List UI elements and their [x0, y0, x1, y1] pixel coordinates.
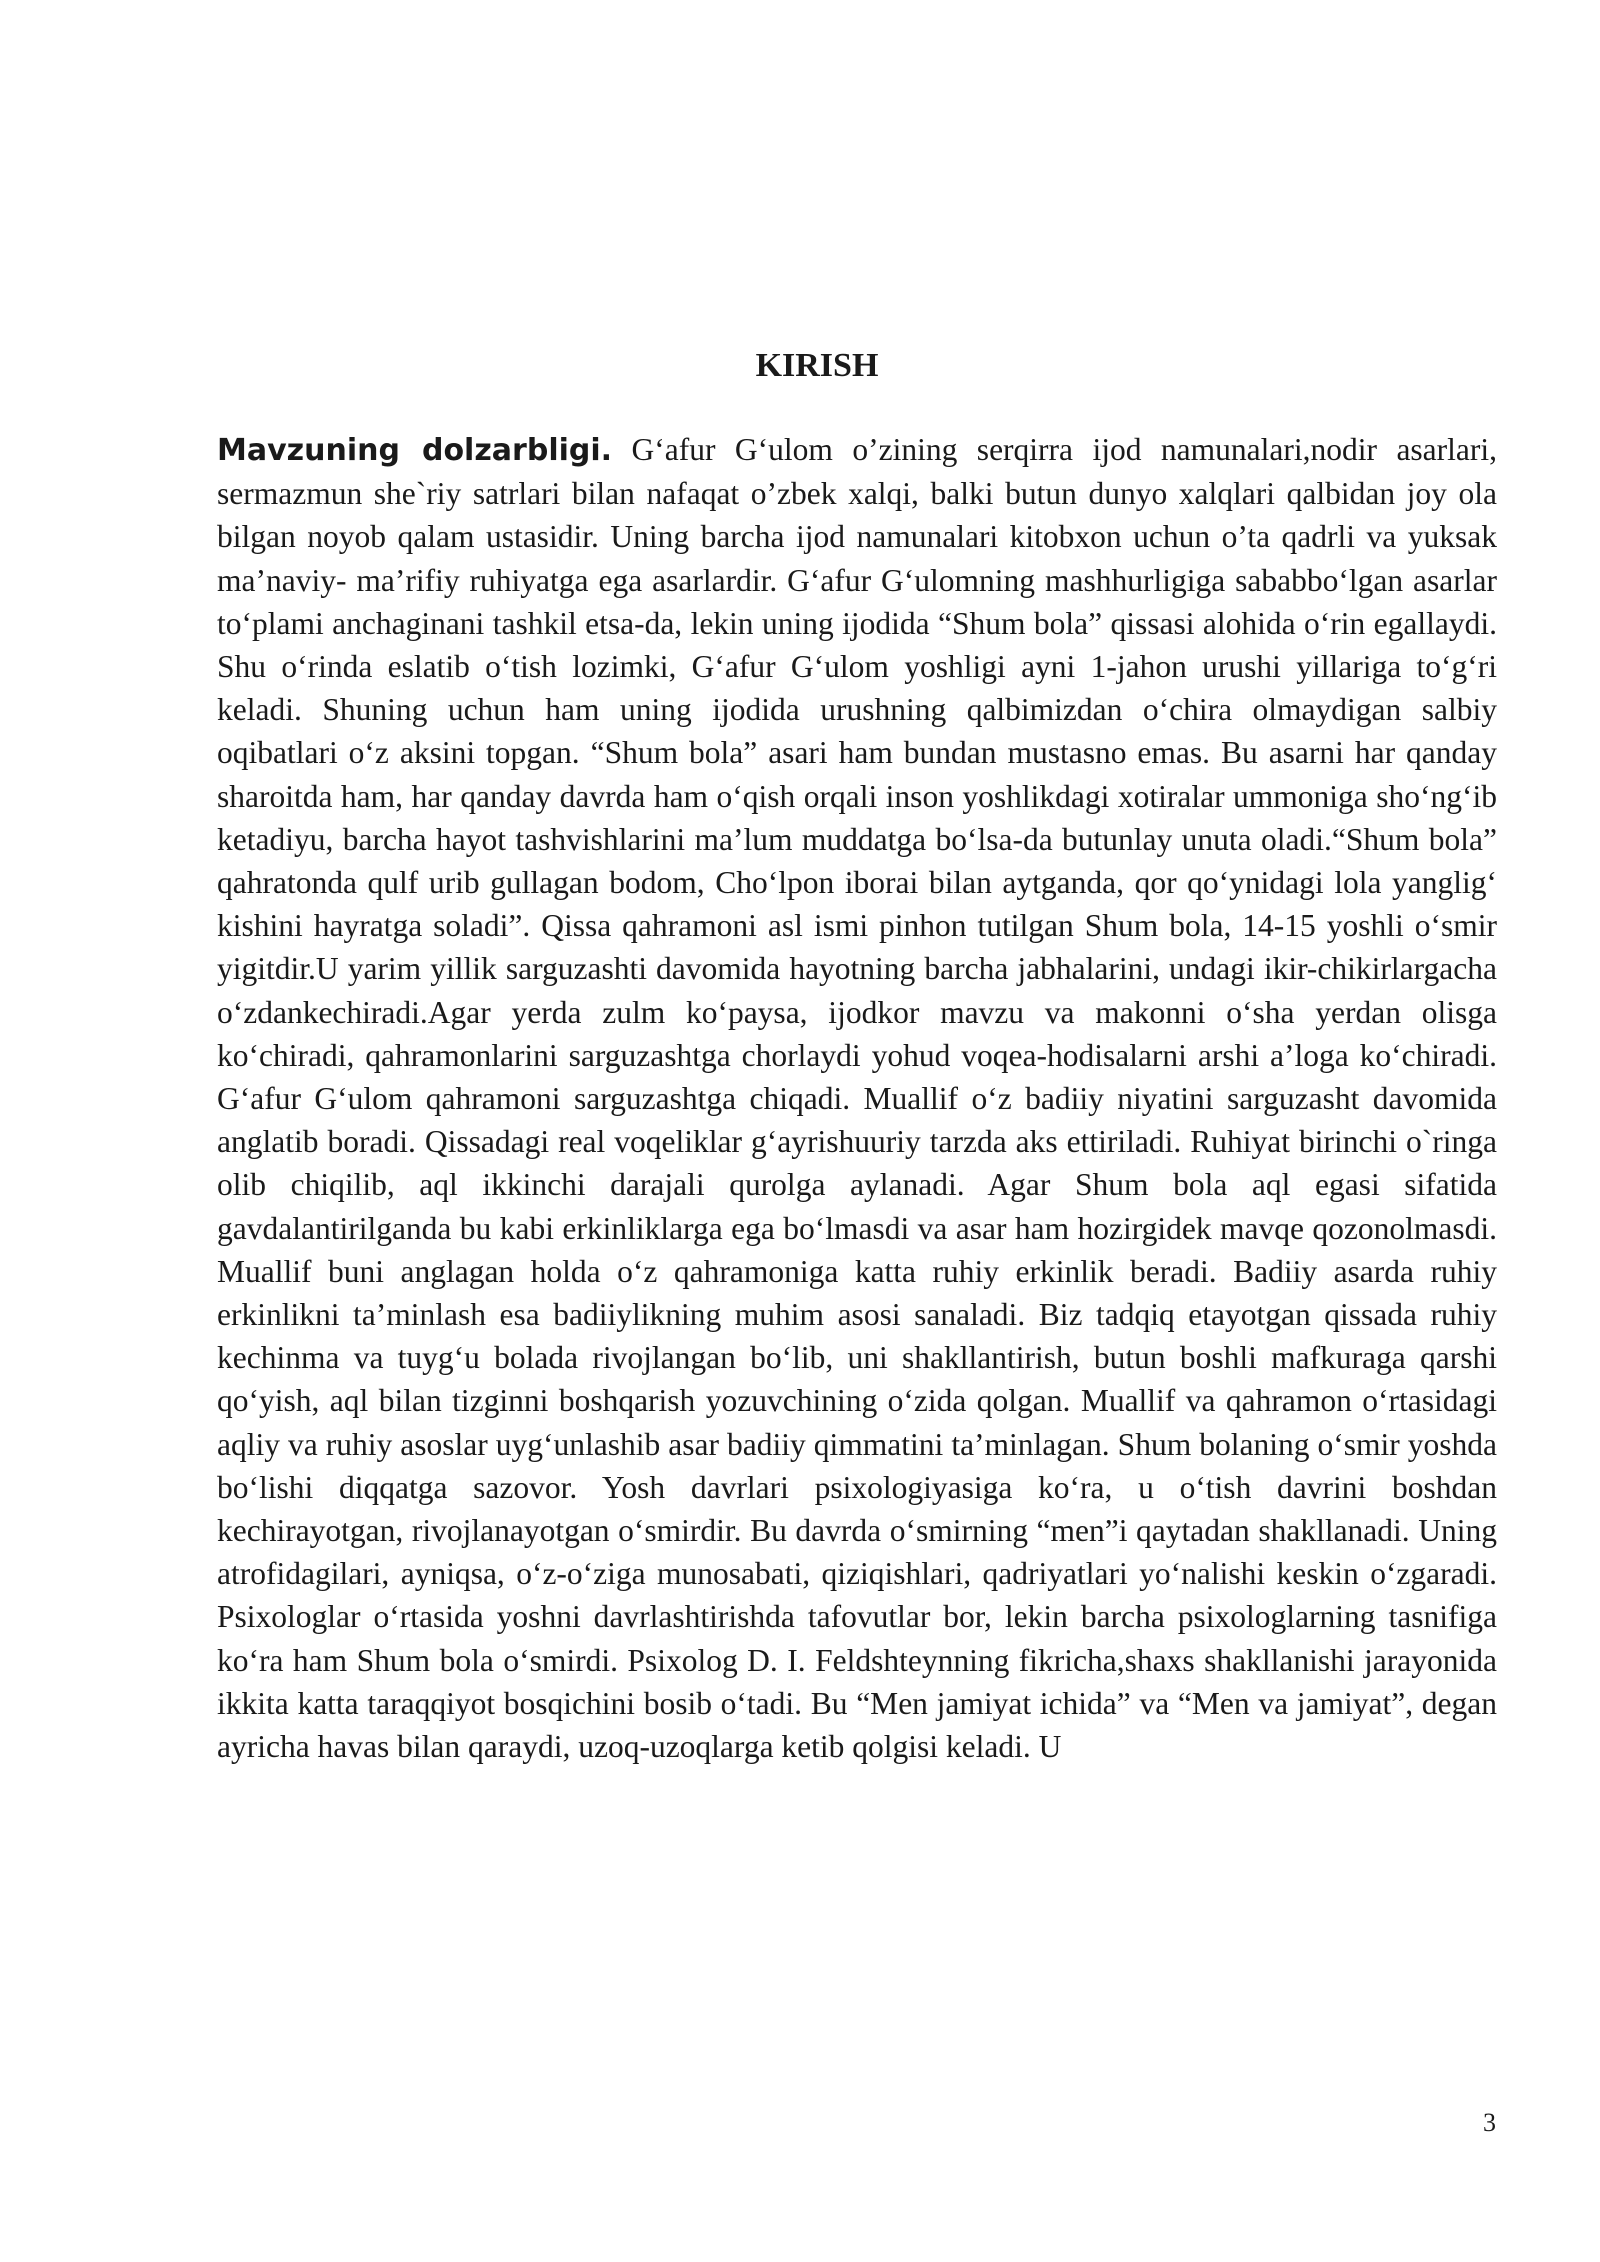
page-number: 3 [1483, 2108, 1496, 2137]
section-lead: Mavzuning dolzarbligi. [217, 433, 613, 468]
body-paragraph [217, 428, 1497, 1768]
page-title: KIRISH [755, 347, 879, 384]
paragraph-text: G‘afur G‘ulom o’zining serqirra ijod namunalari,nodir asarlari, sermazmun she`riy satrlari bilan nafaqat o’zbek xalqi, balki butun dunyo xalqlari qalbidan joy ola bilgan noyob qalam ustasidir. Uning barcha ijod namunalari kitobxon uchun o’ta qadrli va yuksak ma’naviy- ma’rifiy ruhiyatga ega asarlardir. G‘afur G‘ulomning mashhurligiga sababbo‘lgan asarlar to‘plami anchaginani tashkil etsa-da, lekin uning ijodida “Shum bola” qissasi alohida o‘rin egallaydi. Shu o‘rinda eslatib o‘tish lozimki, G‘afur G‘ulom yoshligi ayni 1-jahon urushi yillariga to‘g‘ri keladi. Shuning uchun ham uning ijodida urushning qalbimizdan o‘chira olmaydigan salbiy oqibatlari o‘z aksini topgan. “Shum bola” asari ham bundan mustasno emas. Bu asarni har qanday sharoitda ham, har qanday davrda ham o‘qish orqali inson yoshlikdagi xotiralar ummoniga sho‘ng‘ib ketadiyu, barcha hayot tashvishlarini ma’lum muddatga bo‘lsa-da butunlay unuta oladi.“Shum bola” qahratonda qulf urib gullagan bodom, Cho‘lpon iborai bilan aytganda, qor qo‘ynidagi lola yanglig‘ kishini hayratga soladi”. Qissa qahramoni asl ismi pinhon tutilgan Shum bola, 14-15 yoshli o‘smir yigitdir.U yarim yillik sarguzashti davomida hayotning barcha jabhalarini, undagi ikir-chikirlargacha o‘zdankechiradi.Agar yerda zulm ko‘paysa, ijodkor mavzu va makonni o‘sha yerdan olisga ko‘chiradi, qahramonlarini sarguzashtga chorlaydi yohud voqea-hodisalarni arshi a’loga ko‘chiradi. G‘afur G‘ulom qahramoni sarguzashtga chiqadi. Muallif o‘z badiiy niyatini sarguzasht davomida anglatib boradi. Qissadagi real voqeliklar g‘ayrishuuriy tarzda aks ettiriladi. Ruhiyat birinchi o`ringa olib chiqilib, aql ikkinchi darajali qurolga aylanadi. Agar Shum bola aql egasi sifatida gavdalantirilganda bu kabi erkinliklarga ega bo‘lmasdi va asar ham hozirgidek mavqe qozonolmasdi. Muallif buni anglagan holda o‘z qahramoniga katta ruhiy erkinlik beradi. Badiiy asarda ruhiy erkinlikni ta’minlash esa badiiylikning muhim asosi sanaladi. Biz tadqiq etayotgan qissada ruhiy kechinma va tuyg‘u bolada rivojlangan bo‘lib, uni shakllantirish, butun boshli mafkuraga qarshi qo‘yish, aql bilan tizginni boshqarish yozuvchining o‘zida qolgan. Muallif va qahramon o‘rtasidagi aqliy va ruhiy asoslar uyg‘unlashib asar badiiy qimmatini ta’minlagan. Shum bolaning o‘smir yoshda bo‘lishi diqqatga sazovor. Yosh davrlari psixologiyasiga ko‘ra, u o‘tish davrini boshdan kechirayotgan, rivojlanayotgan o‘smirdir. Bu davrda o‘smirning “men”i qaytadan shakllanadi. Uning atrofidagilari, ayniqsa, o‘z-o‘ziga munosabati, qiziqishlari, qadriyatlari yo‘nalishi keskin o‘zgaradi. Psixologlar o‘rtasida yoshni davrlashtirishda tafovutlar bor, lekin barcha psixologlarning tasnifiga ko‘ra ham Shum bola o‘smirdi. Psixolog D. I. Feldshteynning fikricha,shaxs shakllanishi jarayonida ikkita katta taraqqiyot bosqichini bosib o‘tadi. Bu “Men jamiyat ichida” va “Men va jamiyat”, degan ayricha havas bilan qaraydi, uzoq-uzoqlarga ketib qolgisi keladi. U [217, 432, 1497, 1765]
